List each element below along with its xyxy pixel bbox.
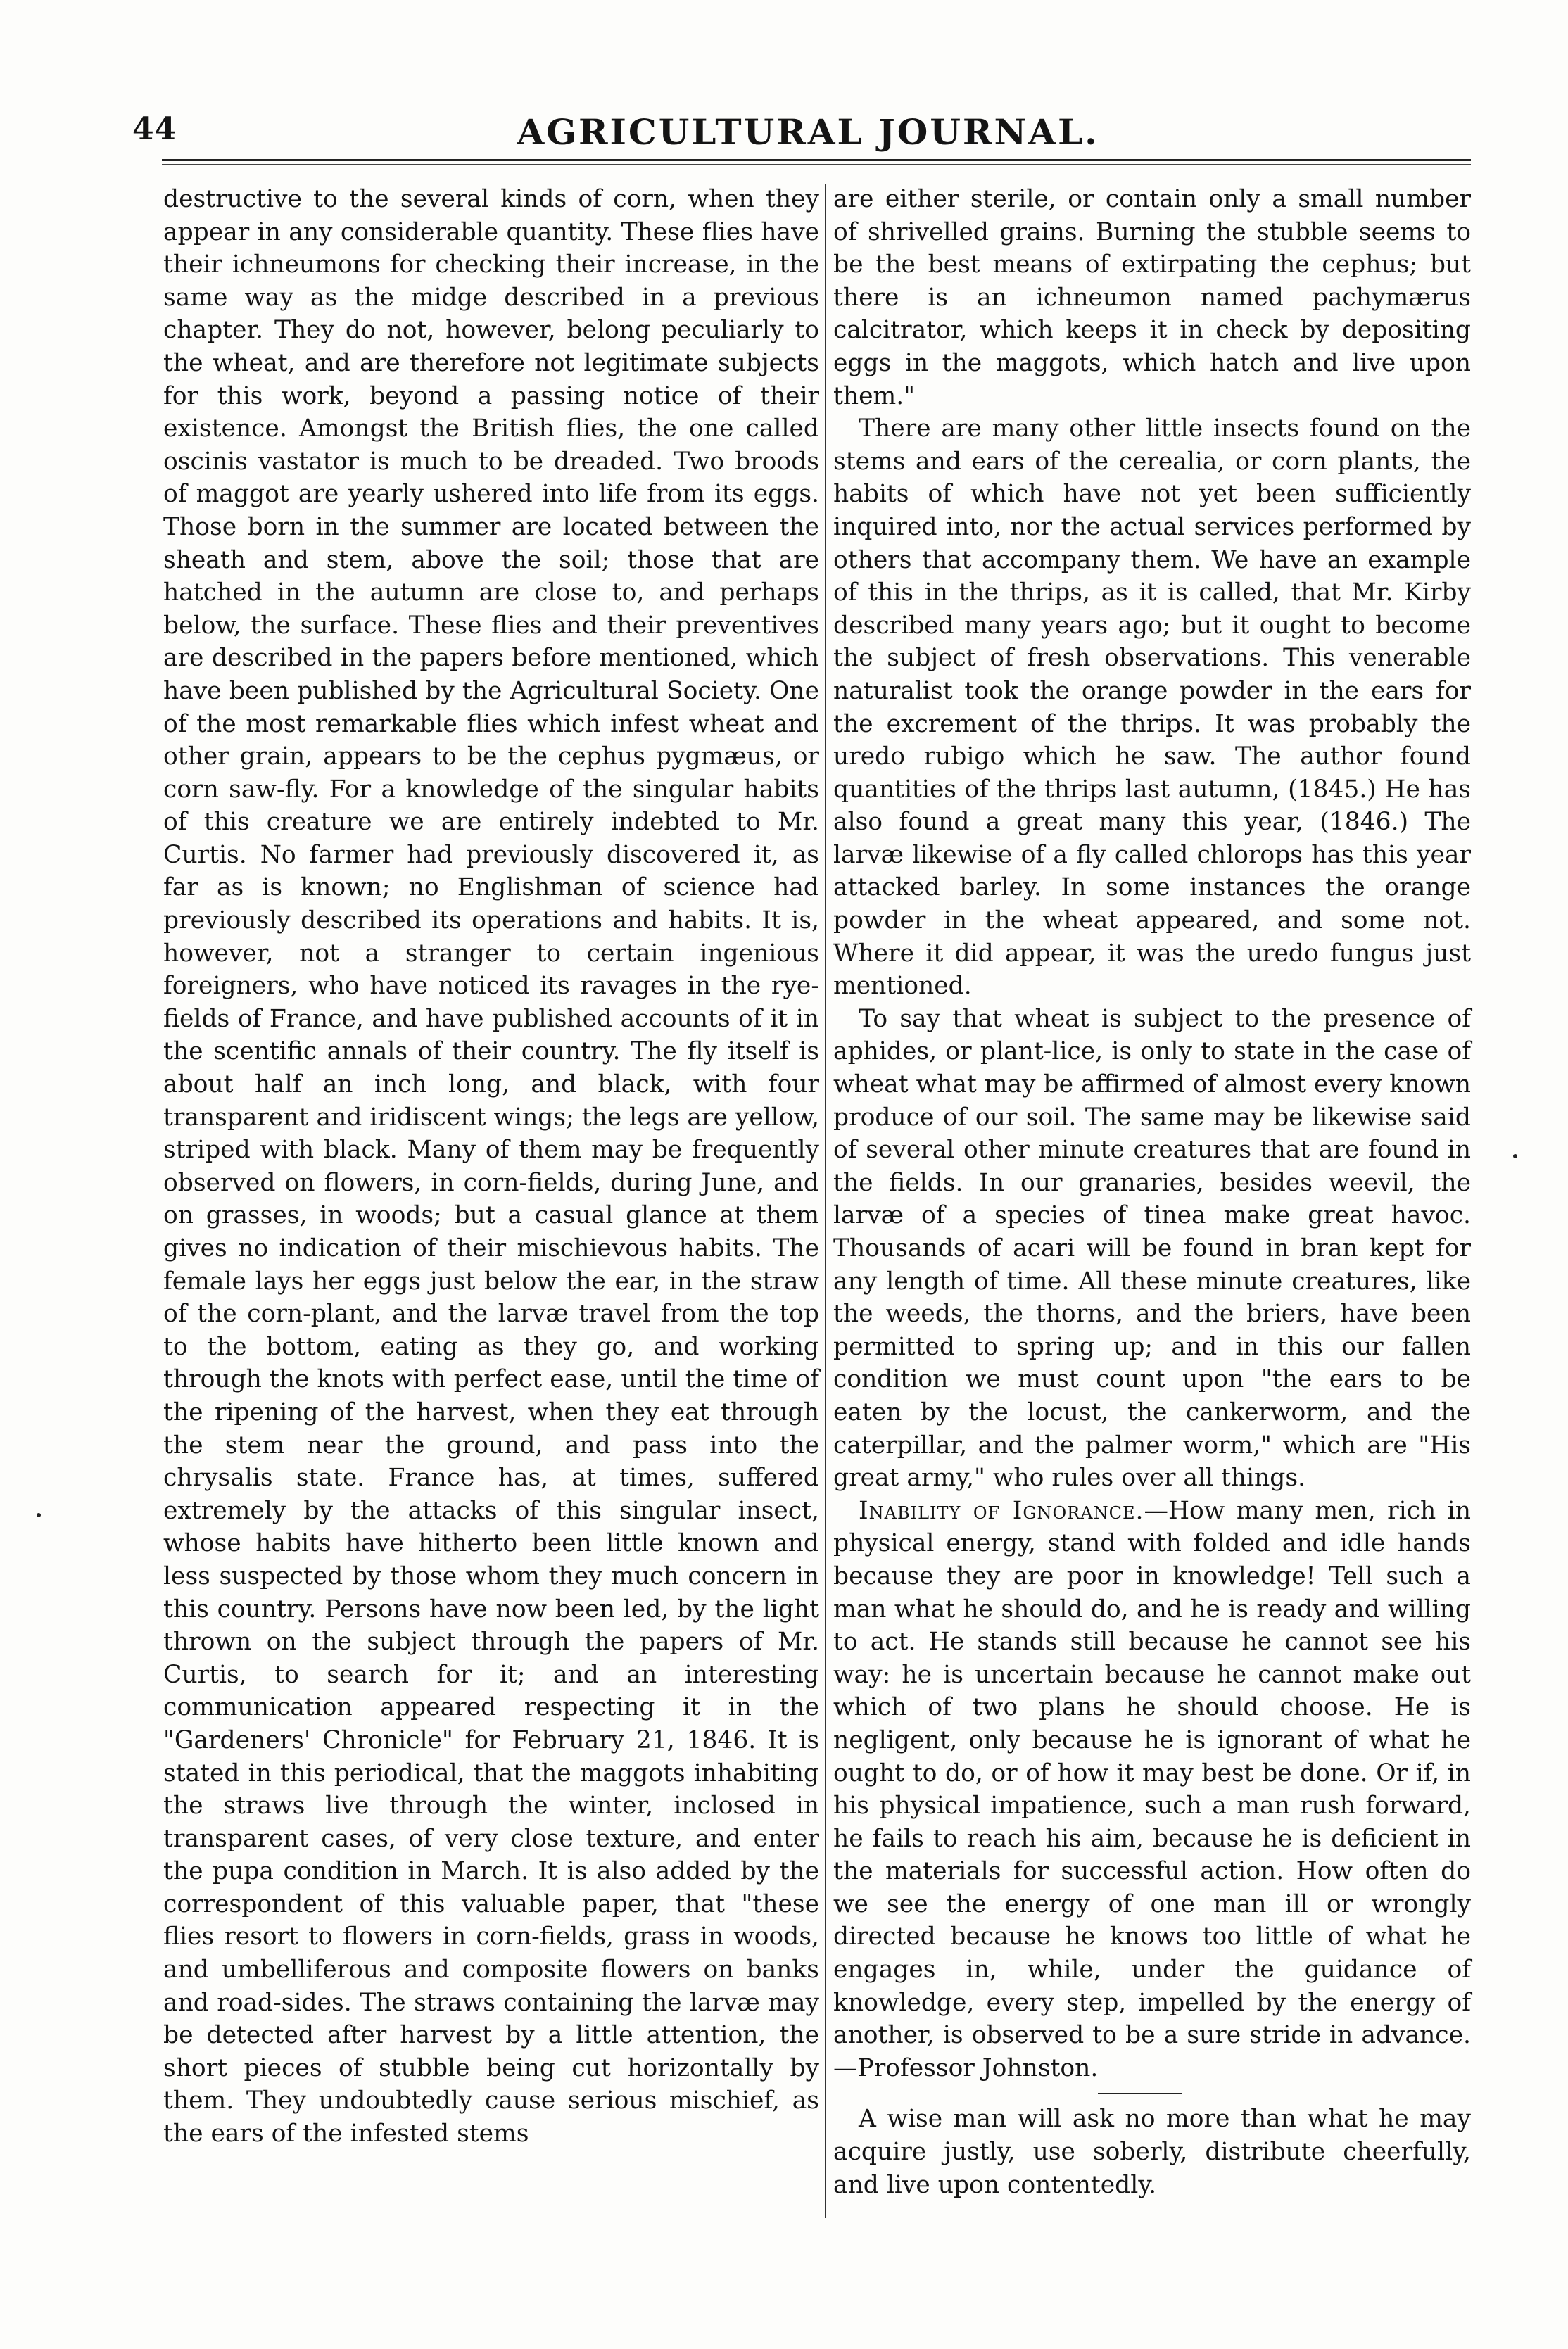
journal-title: AGRICULTURAL JOURNAL. [517,111,1099,153]
column-divider [825,184,826,2218]
right-paragraph-4 [833,1495,1471,2085]
right-paragraph-3: To say that wheat is subject to the presence of aphides, or plant-lice, is only to state in the case of wheat what may be affirmed of almost every known produce of our soil. The same may be likewise said of several other minute creatures that are found in the fields. In our granaries, besides weevil, the larvæ of a species of tinea make great havoc. Thousands of acari will be found in bran kept for any length of time. All these minute creatures, like the weeds, the thorns, and the briers, have been permitted to spring up; and in this our fallen condition we must count upon "the ears to be eaten by the locust, the cankerworm, and the caterpillar, and the palmer worm," which are "His great army," who rules over all things. [833,1004,1471,1493]
section-heading: Inability of Ignorance. [859,1496,1144,1525]
right-paragraph-1: are either sterile, or contain only a small number of shrivelled grains. Burning the stubble seems to be the best means of extirpating the cephus; but there is an ichneumon named pachymærus calcitrator, which keeps it in check by depositing eggs in the maggots, which hatch and live upon them." [833,185,1471,410]
header-rule [162,159,1471,161]
left-paragraph: destructive to the several kinds of corn, when they appear in any considerable quantity. These flies have their ichneumons for checking their increase, in the same way as the midge described in a previous chapter. They do not, however, belong peculiarly to the wheat, and are therefore not legitimate subjects for this work, beyond a passing notice of their existence. Amongst the British flies, the one called oscinis vastator is much to be dreaded. Two broods of maggot are yearly ushered into life from its eggs. Those born in the summer are located between the sheath and stem, above the soil; those that are hatched in the autumn are close to, and perhaps below, the surface. These flies and their preventives are described in the papers before mentioned, which have been published by the Agricultural Society. One of the most remarkable flies which infest wheat and other grain, appears to be the cephus pygmæus, or corn saw-fly. For a knowledge of the singular habits of this creature we are entirely indebted to Mr. Curtis. No farmer had previously discovered it, as far as is known; no Englishman of science had previously described its operations and habits. It is, however, not a stranger to certain ingenious foreigners, who have noticed its ravages in the rye-fields of France, and have published accounts of it in the scentific annals of their country. The fly itself is about half an inch long, and black, with four transparent and iridiscent wings; the legs are yellow, striped with black. Many of them may be frequently observed on flowers, in corn-fields, during June, and on grasses, in woods; but a casual glance at them gives no indication of their mischievous habits. The female lays her eggs just below the ear, in the straw of the corn-plant, and the larvæ travel from the top to the bottom, eating as they go, and working through the knots with perfect ease, until the time of the ripening of the harvest, when they eat through the stem near the ground, and pass into the chrysalis state. France has, at times, suffered extremely by the attacks of this singular insect, whose habits have hitherto been little known and less suspected by those whom they much concern in this country. Persons have now been led, by the light thrown on the subject through the papers of Mr. Curtis, to search for it; and an interesting communication appeared respecting it in the "Gardeners' Chronicle" for February 21, 1846. It is stated in this periodical, that the maggots inhabiting the straws live through the winter, inclosed in transparent cases, of very close texture, and enter the pupa condition in March. It is also added by the correspondent of this valuable paper, that "these flies resort to flowers in corn-fields, grass in woods, and umbelliferous and composite flowers on banks and road-sides. The straws containing the larvæ may be detected after harvest by a little attention, the short pieces of stubble being cut horizontally by them. They undoubtedly cause serious mischief, as the ears of the infested stems [163,185,819,2148]
right-paragraph-2: There are many other little insects found on the stems and ears of the cerealia, or corn plants, the habits of which have not yet been sufficiently inquired into, nor the actual services performed by others that accompany them. We have an example of this in the thrips, as it is called, that Mr. Kirby described many years ago; but it ought to become the subject of fresh observations. This venerable naturalist took the orange powder in the ears for the excrement of the thrips. It was probably the uredo rubigo which he saw. The author found quantities of the thrips last autumn, (1845.) He has also found a great many this year, (1846.) The larvæ likewise of a fly called chlorops has this year attacked barley. In some instances the orange powder in the wheat appeared, and some not. Where it did appear, it was the uredo fungus just mentioned. [833,414,1471,1001]
print-speck [37,1513,41,1517]
right-paragraph-5: A wise man will ask no more than what he may acquire justly, use soberly, distribute cheerfully, and live upon contentedly. [833,2105,1471,2199]
separator-rule [1098,2093,1182,2094]
left-column [163,183,819,2151]
right-paragraph-4-body: —How many men, rich in physical energy, stand with folded and idle hands because they are poor in knowledge! Tell such a man what he should do, and he is ready and willing to act. He stands still because he cannot see his way: he is uncertain because he cannot make out which of two plans he should choose. He is negligent, only because he is ignorant of what he ought to do, or of how it may best be done. Or if, in his physical impatience, such a man rush forward, he fails to reach his aim, because he is deficient in the materials for successful action. How often do we see the energy of one man ill or wrongly directed because he knows too little of what he engages in, while, under the guidance of knowledge, every step, impelled by the energy of another, is observed to be a sure stride in advance.—Professor Johnston. [833,1496,1471,2082]
right-column [833,183,1471,2201]
print-speck [1513,1154,1517,1158]
page-number: 44 [132,111,177,147]
separator-space [833,2084,1471,2103]
header-rule-thin [162,164,1471,165]
